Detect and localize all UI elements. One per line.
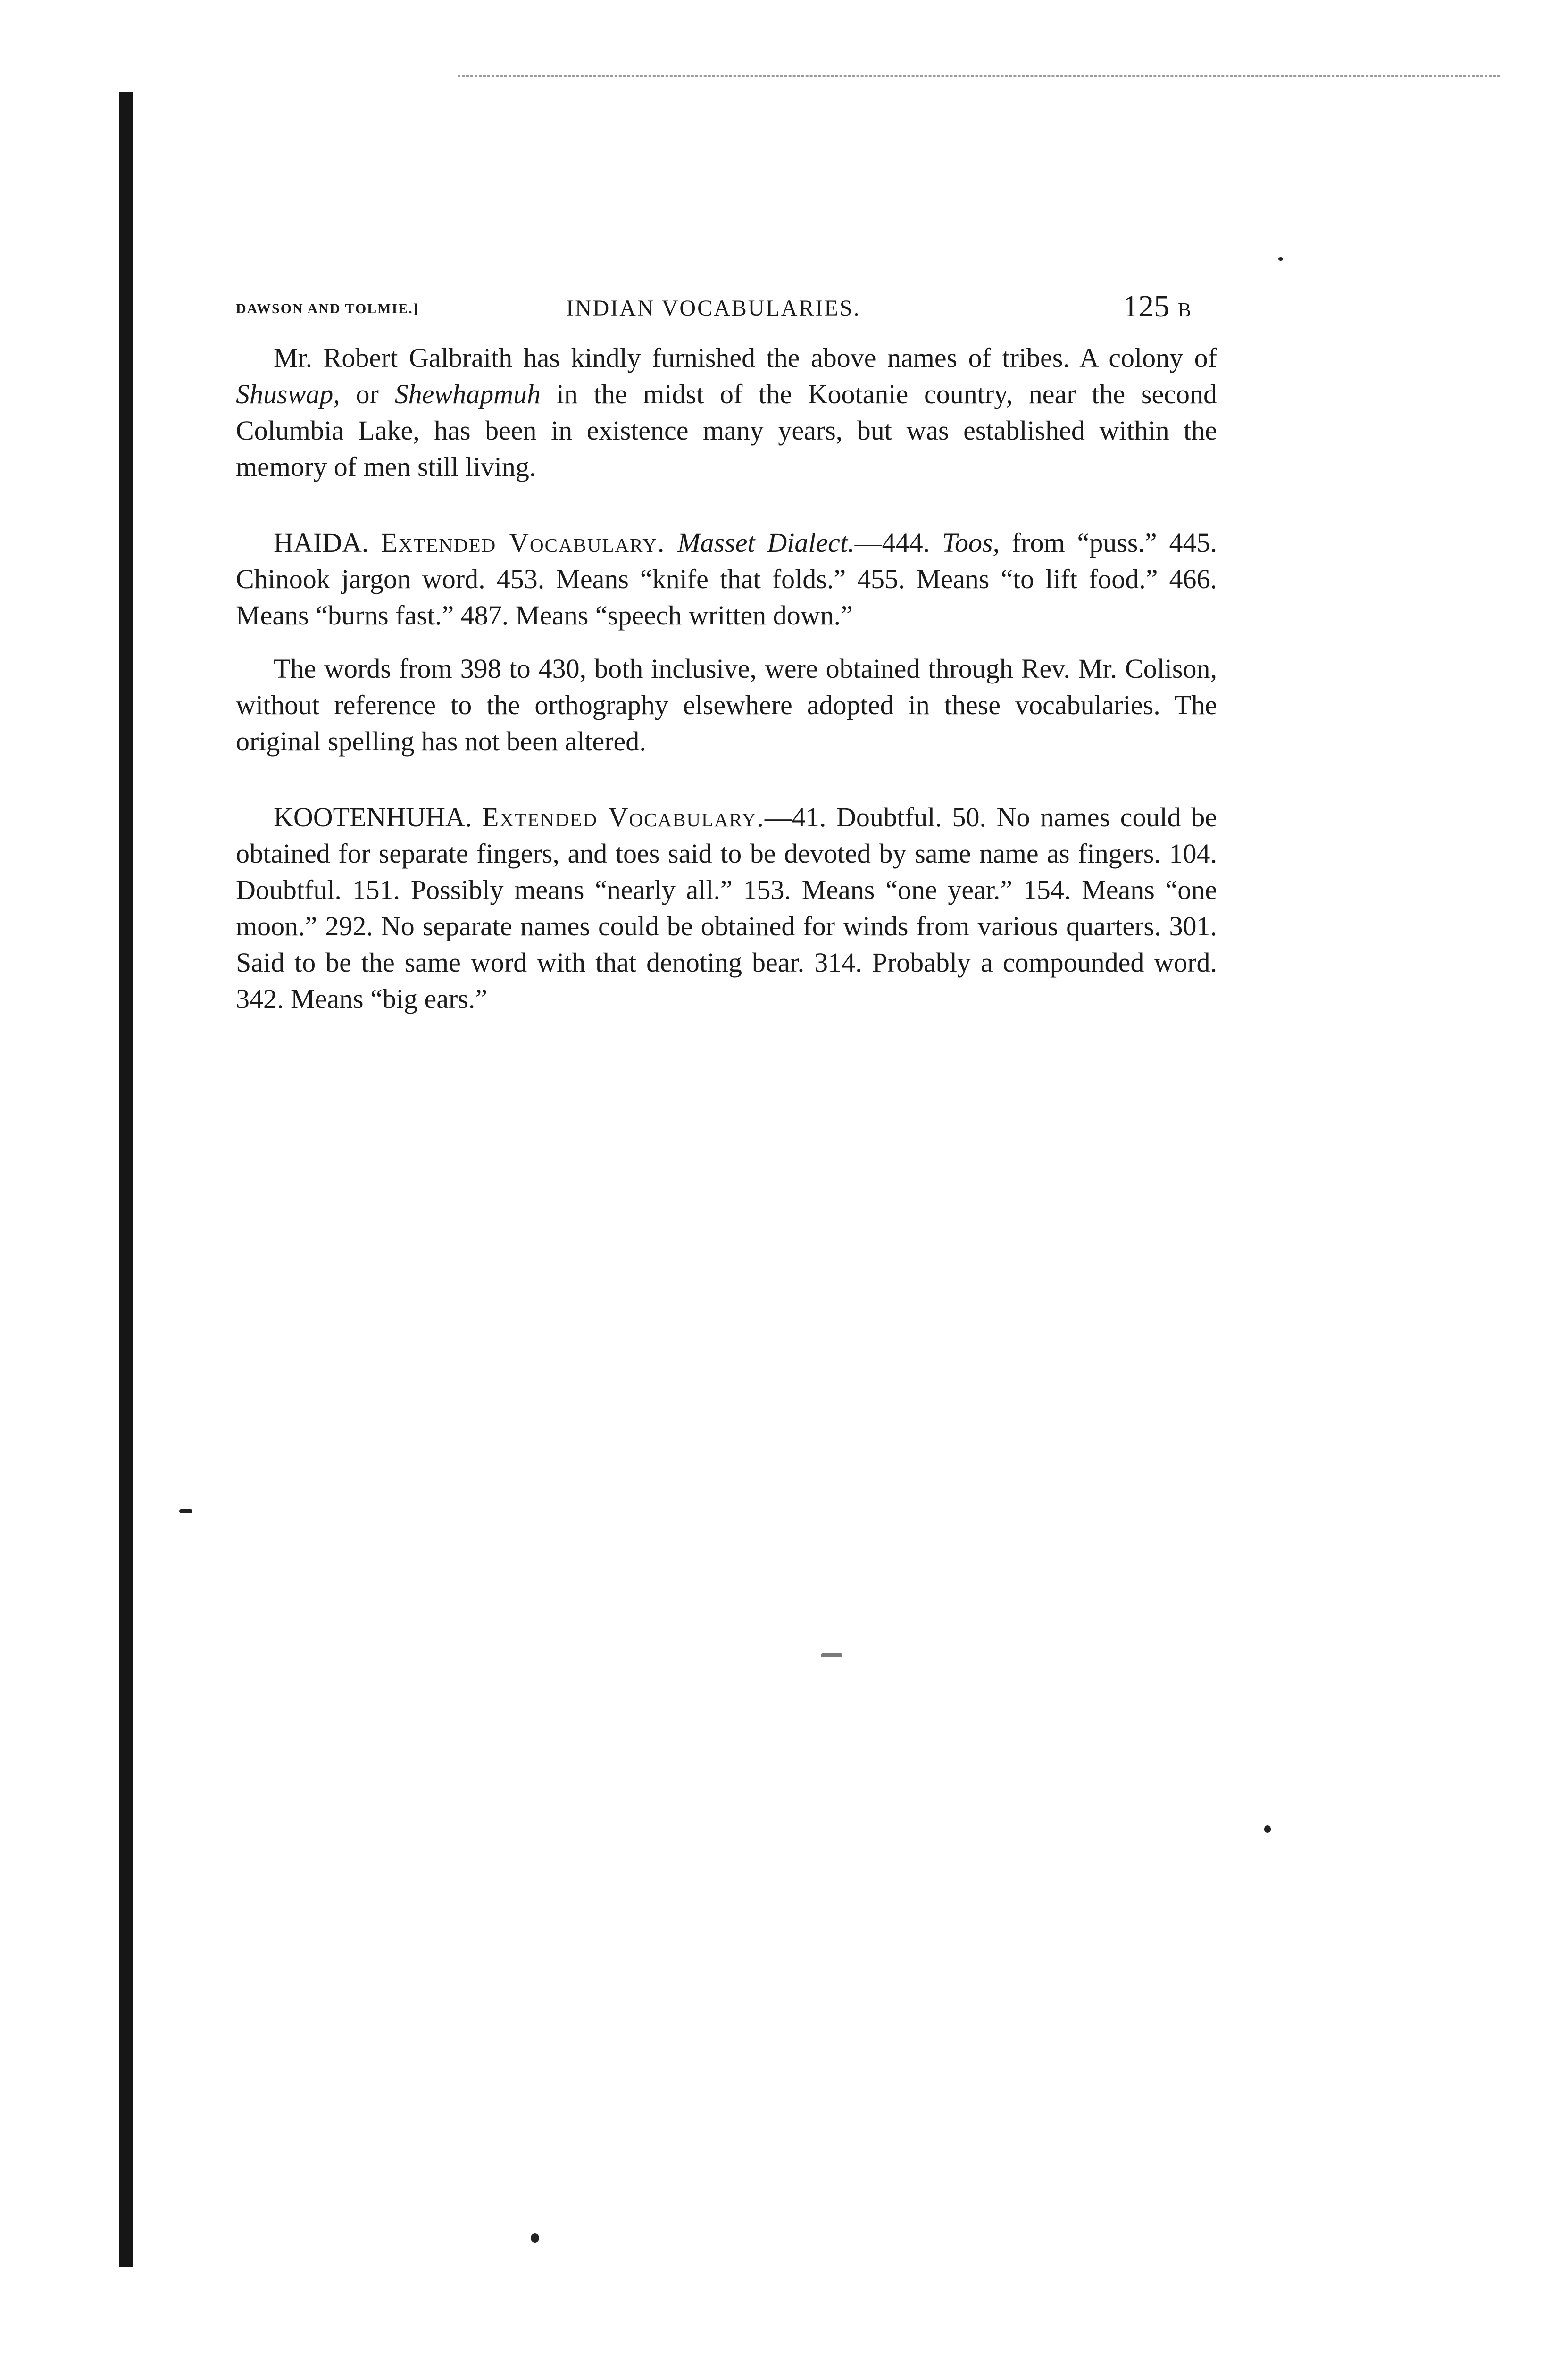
italic-run: Toos,: [942, 527, 1000, 558]
page-number: 125: [1123, 289, 1169, 324]
text-run: in the midst of the Kootanie country, near the second Columbia Lake, has been in existence many years, but was established within the memory of men still living.: [236, 379, 1217, 482]
top-rule: [458, 75, 1500, 77]
paragraph-colison-note: The words from 398 to 430, both inclusive, were obtained through Rev. Mr. Colison, without reference to the orthography elsewhere adopted in these vocabularies. The original spelling has not been altered.: [236, 653, 1217, 757]
vocabulary-label: Extended Vocabulary.: [381, 527, 666, 558]
paragraph-tribes-note: [236, 340, 1217, 485]
text-run: Mr. Robert Galbraith has kindly furnished the above names of tribes. A colony of: [274, 342, 1217, 373]
text-run: —444.: [854, 527, 942, 558]
vocabulary-label: Extended Vocabulary.: [482, 802, 765, 833]
running-head: [236, 289, 1226, 326]
paragraph-haida: [236, 524, 1217, 633]
haida-heading: HAIDA.: [274, 527, 369, 558]
kootenhuha-heading: KOOTENHUHA.: [274, 802, 472, 833]
paragraph-kootenhuha: [236, 799, 1217, 1017]
scan-speck: [1264, 1825, 1271, 1833]
scan-speck: [821, 1653, 842, 1657]
italic-run: Shewhapmuh: [394, 379, 541, 409]
running-head-authors: DAWSON AND TOLMIE.]: [236, 301, 419, 316]
binding-edge: [119, 92, 133, 2267]
scan-speck: [531, 2233, 539, 2243]
italic-run: Shuswap,: [236, 379, 340, 409]
section-letter: B: [1178, 300, 1192, 321]
scan-speck: [179, 1509, 192, 1513]
text-run: from “puss.” 445. Chinook jargon word. 453. Means “knife that folds.” 455. Means “to lift food.” 466. Means “burns fast.” 487. Means “speech written down.”: [236, 527, 1218, 631]
body-text: [236, 340, 1217, 1017]
dialect-label: Masset Dialect.: [677, 527, 855, 558]
text-run: or: [340, 379, 395, 409]
page-number-block: [1123, 289, 1191, 325]
scan-speck: [1278, 257, 1283, 261]
text-run: —41. Doubtful. 50. No names could be obtained for separate fingers, and toes said to be devoted by same name as fingers. 104. Doubtful. 151. Possibly means “nearly all.” 153. Means “one year.” 154. Means “one moon.” 292. No separate names could be obtained for winds from various quarters. 301. Said to be the same word with that denoting bear. 314. Probably a compounded word. 342. Means “big ears.”: [236, 802, 1217, 1014]
running-head-title: INDIAN VOCABULARIES.: [566, 296, 861, 321]
